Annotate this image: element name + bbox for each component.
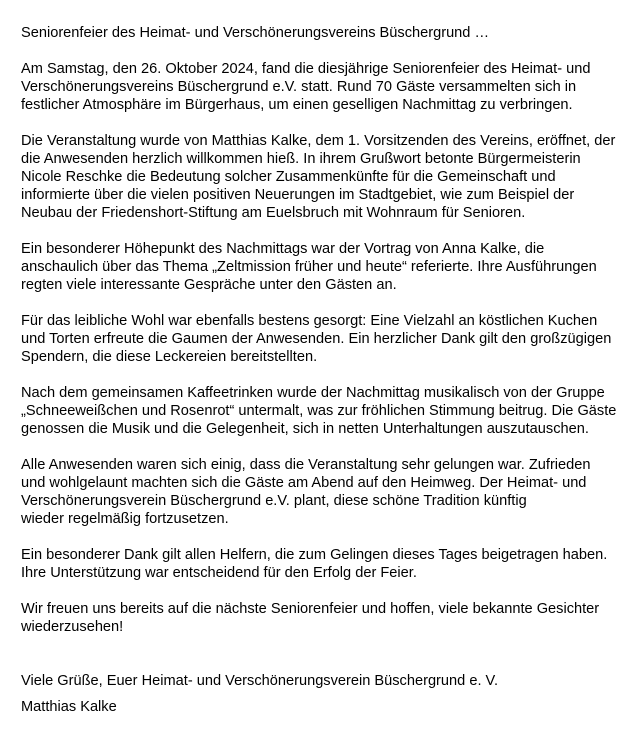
paragraph-line: Ihre Unterstützung war entscheidend für den Erfolg der Feier. (21, 565, 417, 581)
title-line: Seniorenfeier des Heimat- und Verschönerungsvereins Büschergrund … (21, 25, 490, 41)
closing-greeting (21, 672, 633, 690)
paragraph-line: Verschönerungsvereins Büschergrund e.V. statt. Rund 70 Gäste versammelten sich in (21, 79, 577, 95)
paragraph-7 (21, 546, 633, 582)
signature-name: Matthias Kalke (21, 699, 117, 715)
paragraph-line: und wohlgelaunt machten sich die Gäste am Abend auf den Heimweg. Der Heimat- und (21, 475, 587, 491)
paragraph-line: Neubau der Friedenshort-Stiftung am Euelsbruch mit Wohnraum für Senioren. (21, 205, 526, 221)
paragraph-line: Spendern, die diese Leckereien bereitstellten. (21, 349, 318, 365)
paragraph-line: wiederzusehen! (21, 619, 124, 635)
paragraph-line: Wir freuen uns bereits auf die nächste Seniorenfeier und hoffen, viele bekannte Gesichter (21, 601, 600, 617)
paragraph-line: Ein besonderer Dank gilt allen Helfern, die zum Gelingen dieses Tages beigetragen haben. (21, 547, 608, 563)
paragraph-line: Verschönerungsverein Büschergrund e.V. plant, diese schöne Tradition künftig (21, 493, 527, 509)
paragraph-4 (21, 312, 633, 366)
paragraph-line: „Schneeweißchen und Rosenrot“ untermalt, was zur fröhlichen Stimmung beitrug. Die Gäste (21, 403, 617, 419)
paragraph-line: Ein besonderer Höhepunkt des Nachmittags war der Vortrag von Anna Kalke, die (21, 241, 545, 257)
signature (21, 698, 633, 716)
paragraph-8 (21, 600, 633, 636)
paragraph-line: regten viele interessante Gespräche unter den Gästen an. (21, 277, 397, 293)
paragraph-line: genossen die Musik und die Gelegenheit, sich in netten Unterhaltungen auszutauschen. (21, 421, 589, 437)
spacer (21, 654, 633, 672)
paragraph-line: Nach dem gemeinsamen Kaffeetrinken wurde der Nachmittag musikalisch von der Gruppe (21, 385, 605, 401)
document-title (21, 24, 633, 42)
closing-line: Viele Grüße, Euer Heimat- und Verschönerungsverein Büschergrund e. V. (21, 673, 498, 689)
paragraph-1 (21, 60, 633, 114)
paragraph-line: Am Samstag, den 26. Oktober 2024, fand die diesjährige Seniorenfeier des Heimat- und (21, 61, 591, 77)
paragraph-line: die Anwesenden herzlich willkommen hieß. In ihrem Grußwort betonte Bürgermeisterin (21, 151, 581, 167)
paragraph-line: Nicole Reschke die Bedeutung solcher Zusammenkünfte für die Gemeinschaft und (21, 169, 556, 185)
paragraph-6 (21, 456, 633, 528)
document-body (21, 24, 633, 716)
paragraph-line: informierte über die vielen positiven Neuerungen im Stadtgebiet, wie zum Beispiel der (21, 187, 575, 203)
paragraph-line: Die Veranstaltung wurde von Matthias Kalke, dem 1. Vorsitzenden des Vereins, eröffnet, der (21, 133, 616, 149)
paragraph-3 (21, 240, 633, 294)
paragraph-line: Alle Anwesenden waren sich einig, dass die Veranstaltung sehr gelungen war. Zufrieden (21, 457, 591, 473)
paragraph-2 (21, 132, 633, 222)
paragraph-5 (21, 384, 633, 438)
paragraph-line: wieder regelmäßig fortzusetzen. (21, 511, 229, 527)
paragraph-line: und Torten erfreute die Gaumen der Anwesenden. Ein herzlicher Dank gilt den großzügigen (21, 331, 612, 347)
paragraph-line: festlicher Atmosphäre im Bürgerhaus, um einen geselligen Nachmittag zu verbringen. (21, 97, 573, 113)
paragraph-line: anschaulich über das Thema „Zeltmission früher und heute“ referierte. Ihre Ausführungen (21, 259, 597, 275)
paragraph-line: Für das leibliche Wohl war ebenfalls bestens gesorgt: Eine Vielzahl an köstlichen Kuchen (21, 313, 598, 329)
